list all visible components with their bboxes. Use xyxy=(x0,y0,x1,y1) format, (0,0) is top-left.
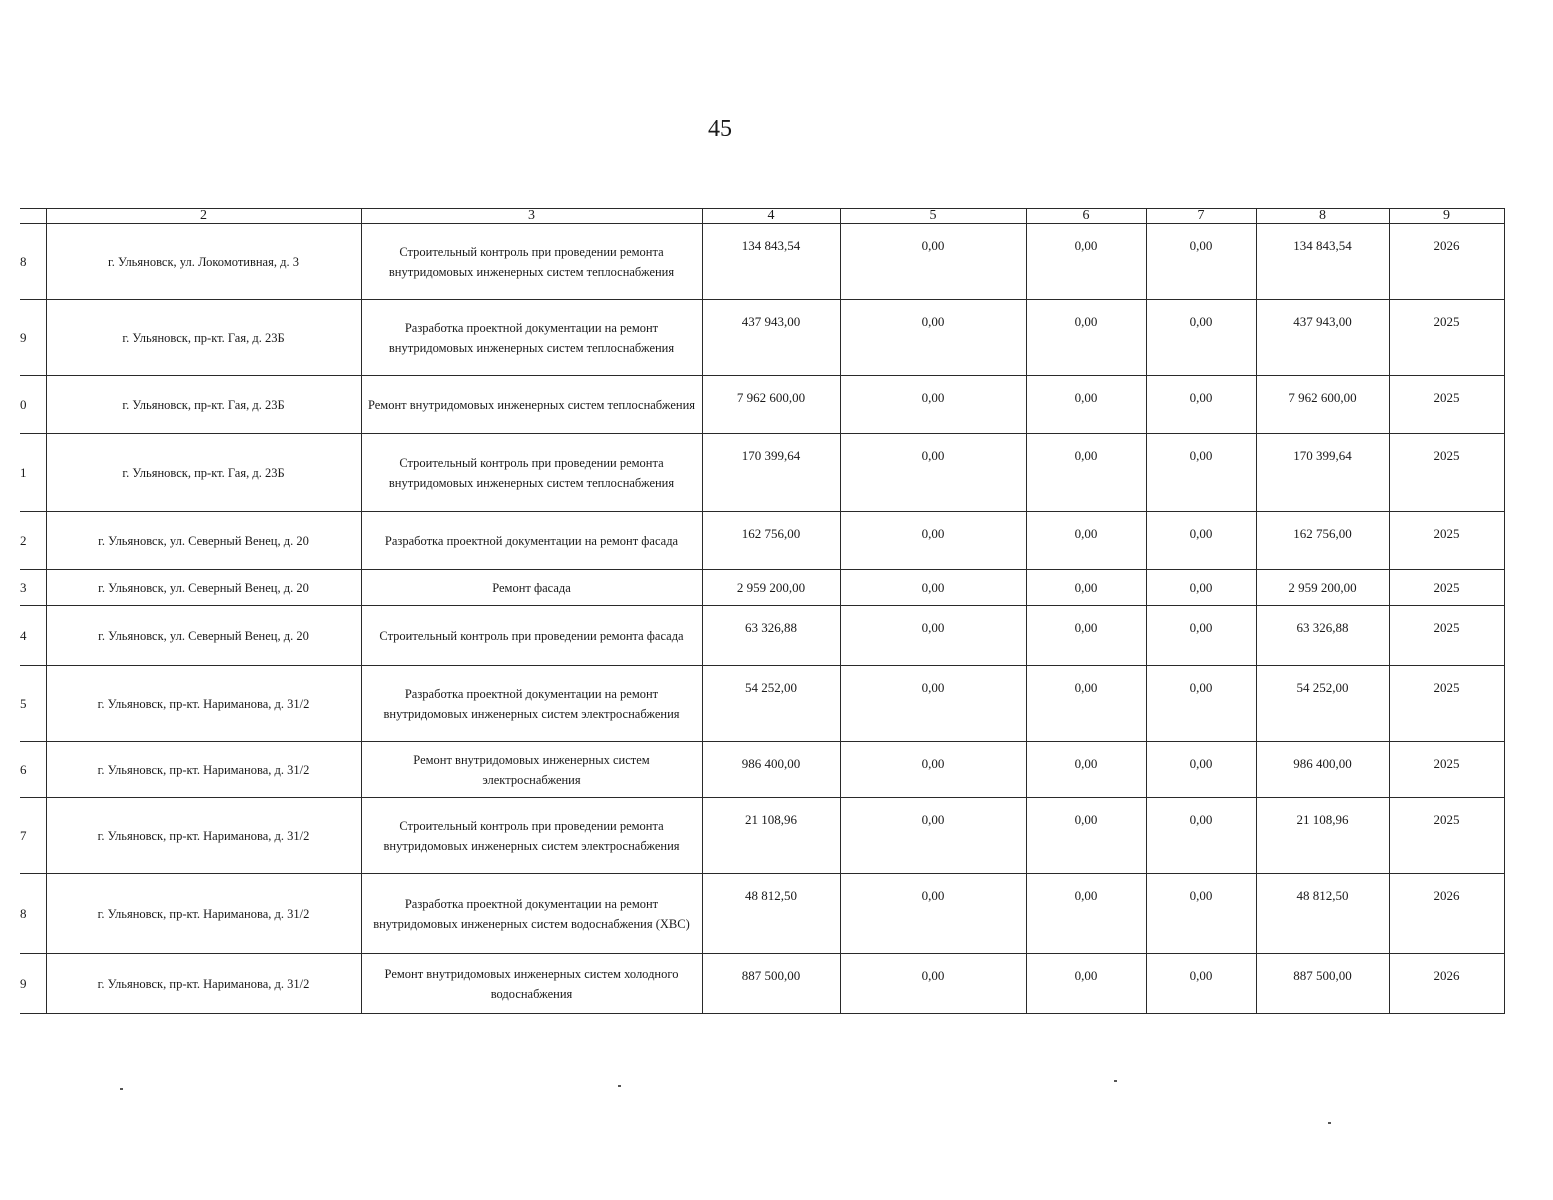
value-cell: 2 959 200,00 xyxy=(1256,570,1389,606)
table-row xyxy=(20,224,1504,300)
table-body xyxy=(20,224,1504,1014)
table-row xyxy=(20,570,1504,606)
value-cell: 54 252,00 xyxy=(1256,666,1389,742)
value-cell: 0,00 xyxy=(840,606,1026,666)
row-number: 9 xyxy=(20,300,46,376)
value-cell: 0,00 xyxy=(1026,376,1146,434)
value-cell: 162 756,00 xyxy=(702,512,840,570)
work-cell: Разработка проектной документации на ремонт внутридомовых инженерных систем теплоснабжения xyxy=(361,300,702,376)
page-number: 45 xyxy=(708,116,732,142)
table-row xyxy=(20,666,1504,742)
value-cell: 887 500,00 xyxy=(1256,954,1389,1014)
address-cell: г. Ульяновск, пр-кт. Гая, д. 23Б xyxy=(46,434,361,512)
year-cell: 2025 xyxy=(1389,606,1504,666)
address-cell: г. Ульяновск, пр-кт. Нариманова, д. 31/2 xyxy=(46,874,361,954)
column-header: 9 xyxy=(1389,209,1504,224)
value-cell: 170 399,64 xyxy=(702,434,840,512)
address-cell: г. Ульяновск, пр-кт. Нариманова, д. 31/2 xyxy=(46,798,361,874)
value-cell: 0,00 xyxy=(1146,742,1256,798)
value-cell: 63 326,88 xyxy=(702,606,840,666)
value-cell: 0,00 xyxy=(840,300,1026,376)
value-cell: 162 756,00 xyxy=(1256,512,1389,570)
column-header: 4 xyxy=(702,209,840,224)
value-cell: 7 962 600,00 xyxy=(1256,376,1389,434)
work-cell: Строительный контроль при проведении ремонта внутридомовых инженерных систем теплоснабжения xyxy=(361,224,702,300)
address-cell: г. Ульяновск, пр-кт. Нариманова, д. 31/2 xyxy=(46,954,361,1014)
column-header: 6 xyxy=(1026,209,1146,224)
row-number: 4 xyxy=(20,606,46,666)
value-cell: 0,00 xyxy=(840,434,1026,512)
value-cell: 0,00 xyxy=(1026,606,1146,666)
value-cell: 0,00 xyxy=(1146,512,1256,570)
value-cell: 0,00 xyxy=(1026,742,1146,798)
row-number: 8 xyxy=(20,874,46,954)
value-cell: 0,00 xyxy=(1146,376,1256,434)
value-cell: 0,00 xyxy=(1026,570,1146,606)
table-row xyxy=(20,434,1504,512)
table-row xyxy=(20,798,1504,874)
year-cell: 2025 xyxy=(1389,376,1504,434)
value-cell: 0,00 xyxy=(1026,666,1146,742)
value-cell: 134 843,54 xyxy=(702,224,840,300)
works-table xyxy=(20,208,1505,1014)
row-number: 9 xyxy=(20,954,46,1014)
value-cell: 0,00 xyxy=(1146,798,1256,874)
table-row xyxy=(20,512,1504,570)
table-row xyxy=(20,300,1504,376)
value-cell: 0,00 xyxy=(1146,606,1256,666)
address-cell: г. Ульяновск, ул. Северный Венец, д. 20 xyxy=(46,512,361,570)
value-cell: 0,00 xyxy=(1146,570,1256,606)
work-cell: Строительный контроль при проведении ремонта фасада xyxy=(361,606,702,666)
value-cell: 0,00 xyxy=(1146,224,1256,300)
value-cell: 0,00 xyxy=(840,666,1026,742)
scan-speck xyxy=(618,1085,621,1087)
value-cell: 0,00 xyxy=(840,954,1026,1014)
address-cell: г. Ульяновск, ул. Северный Венец, д. 20 xyxy=(46,606,361,666)
year-cell: 2025 xyxy=(1389,798,1504,874)
column-header: 8 xyxy=(1256,209,1389,224)
value-cell: 986 400,00 xyxy=(702,742,840,798)
address-cell: г. Ульяновск, ул. Северный Венец, д. 20 xyxy=(46,570,361,606)
value-cell: 437 943,00 xyxy=(1256,300,1389,376)
year-cell: 2026 xyxy=(1389,874,1504,954)
table-row xyxy=(20,954,1504,1014)
value-cell: 0,00 xyxy=(1026,954,1146,1014)
row-number: 1 xyxy=(20,434,46,512)
work-cell: Разработка проектной документации на ремонт фасада xyxy=(361,512,702,570)
row-number: 3 xyxy=(20,570,46,606)
value-cell: 0,00 xyxy=(1026,874,1146,954)
address-cell: г. Ульяновск, пр-кт. Гая, д. 23Б xyxy=(46,300,361,376)
row-number: 0 xyxy=(20,376,46,434)
value-cell: 0,00 xyxy=(1146,874,1256,954)
value-cell: 7 962 600,00 xyxy=(702,376,840,434)
value-cell: 0,00 xyxy=(840,376,1026,434)
work-cell: Строительный контроль при проведении ремонта внутридомовых инженерных систем электроснабжения xyxy=(361,798,702,874)
work-cell: Ремонт внутридомовых инженерных систем теплоснабжения xyxy=(361,376,702,434)
value-cell: 0,00 xyxy=(840,512,1026,570)
value-cell: 21 108,96 xyxy=(702,798,840,874)
value-cell: 63 326,88 xyxy=(1256,606,1389,666)
row-number: 6 xyxy=(20,742,46,798)
scan-speck xyxy=(1328,1122,1331,1124)
column-header: 7 xyxy=(1146,209,1256,224)
address-cell: г. Ульяновск, пр-кт. Гая, д. 23Б xyxy=(46,376,361,434)
value-cell: 0,00 xyxy=(840,798,1026,874)
value-cell: 54 252,00 xyxy=(702,666,840,742)
value-cell: 0,00 xyxy=(1146,954,1256,1014)
value-cell: 170 399,64 xyxy=(1256,434,1389,512)
value-cell: 0,00 xyxy=(840,874,1026,954)
header-row xyxy=(20,209,1504,224)
value-cell: 0,00 xyxy=(1026,512,1146,570)
table-row xyxy=(20,874,1504,954)
year-cell: 2026 xyxy=(1389,224,1504,300)
value-cell: 0,00 xyxy=(1026,224,1146,300)
scan-speck xyxy=(1114,1080,1117,1082)
value-cell: 21 108,96 xyxy=(1256,798,1389,874)
value-cell: 2 959 200,00 xyxy=(702,570,840,606)
scan-speck xyxy=(120,1088,123,1090)
value-cell: 0,00 xyxy=(1026,798,1146,874)
work-cell: Ремонт внутридомовых инженерных систем холодного водоснабжения xyxy=(361,954,702,1014)
table-row xyxy=(20,606,1504,666)
value-cell: 0,00 xyxy=(1146,434,1256,512)
column-header: 2 xyxy=(46,209,361,224)
value-cell: 437 943,00 xyxy=(702,300,840,376)
work-cell: Ремонт фасада xyxy=(361,570,702,606)
value-cell: 0,00 xyxy=(1026,300,1146,376)
column-header: 5 xyxy=(840,209,1026,224)
value-cell: 0,00 xyxy=(840,570,1026,606)
value-cell: 0,00 xyxy=(1026,434,1146,512)
year-cell: 2025 xyxy=(1389,666,1504,742)
work-cell: Разработка проектной документации на ремонт внутридомовых инженерных систем электроснабжения xyxy=(361,666,702,742)
value-cell: 887 500,00 xyxy=(702,954,840,1014)
value-cell: 48 812,50 xyxy=(1256,874,1389,954)
address-cell: г. Ульяновск, пр-кт. Нариманова, д. 31/2 xyxy=(46,666,361,742)
row-number: 8 xyxy=(20,224,46,300)
address-cell: г. Ульяновск, ул. Локомотивная, д. 3 xyxy=(46,224,361,300)
address-cell: г. Ульяновск, пр-кт. Нариманова, д. 31/2 xyxy=(46,742,361,798)
value-cell: 134 843,54 xyxy=(1256,224,1389,300)
row-number: 5 xyxy=(20,666,46,742)
value-cell: 0,00 xyxy=(1146,666,1256,742)
column-header: 3 xyxy=(361,209,702,224)
work-cell: Разработка проектной документации на ремонт внутридомовых инженерных систем водоснабжения (ХВС) xyxy=(361,874,702,954)
value-cell: 0,00 xyxy=(840,224,1026,300)
column-header xyxy=(20,209,46,224)
row-number: 7 xyxy=(20,798,46,874)
table-row xyxy=(20,742,1504,798)
row-number: 2 xyxy=(20,512,46,570)
year-cell: 2025 xyxy=(1389,300,1504,376)
value-cell: 48 812,50 xyxy=(702,874,840,954)
year-cell: 2025 xyxy=(1389,512,1504,570)
work-cell: Строительный контроль при проведении ремонта внутридомовых инженерных систем теплоснабжения xyxy=(361,434,702,512)
table-row xyxy=(20,376,1504,434)
year-cell: 2025 xyxy=(1389,434,1504,512)
work-cell: Ремонт внутридомовых инженерных систем электроснабжения xyxy=(361,742,702,798)
value-cell: 0,00 xyxy=(840,742,1026,798)
year-cell: 2025 xyxy=(1389,570,1504,606)
year-cell: 2025 xyxy=(1389,742,1504,798)
year-cell: 2026 xyxy=(1389,954,1504,1014)
value-cell: 0,00 xyxy=(1146,300,1256,376)
value-cell: 986 400,00 xyxy=(1256,742,1389,798)
